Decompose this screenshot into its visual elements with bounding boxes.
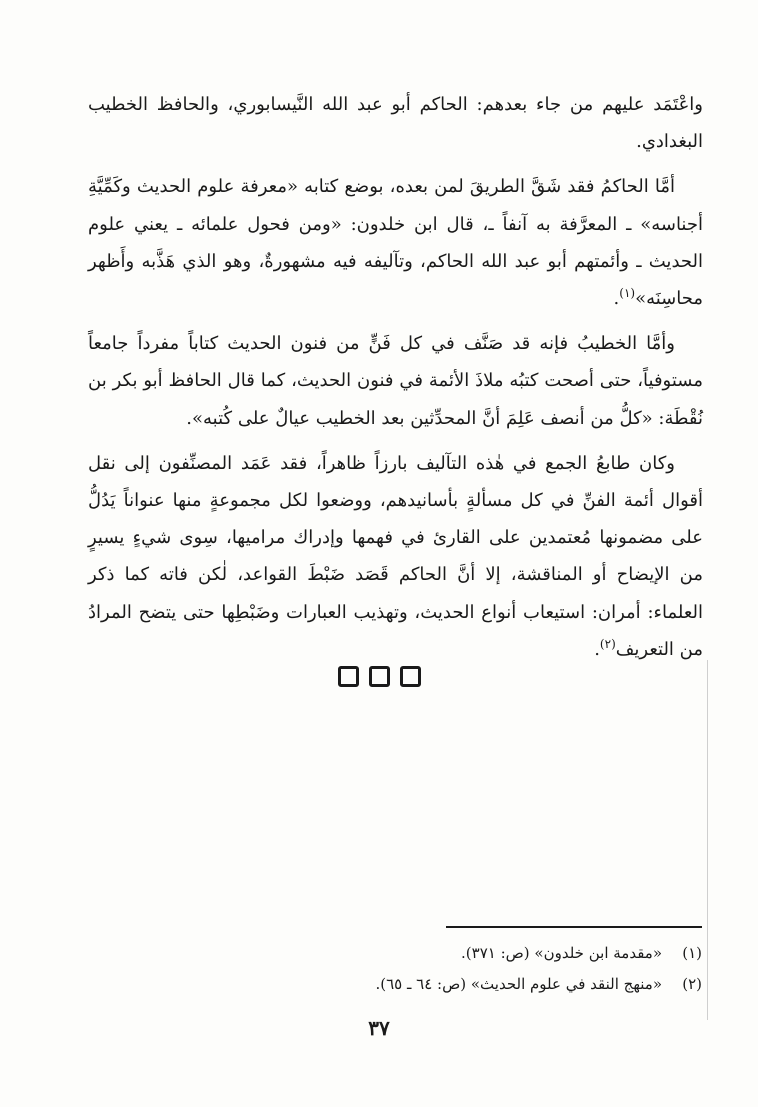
square-ornament-icon: [400, 666, 421, 687]
footnote-text: «مقدمة ابن خلدون» (ص: ٣٧١).: [461, 944, 662, 962]
paragraph-1: [88, 86, 703, 160]
paragraph-3: [88, 325, 703, 437]
scan-edge-line: [707, 660, 708, 1020]
paragraph-2: أمَّا الحاكمُ فقد شَقَّ الطريقَ لمن بعده، بوضع كتابه «معرفة علوم الحديث وكَمِّيَّةِ أجناسه» ـ المعرَّفة به آنفاً ـ، قال ابن خلدون: «ومن فحول علمائه ـ يعني علوم الحديث ـ وأئمتهم أبو عبد الله الحاكم، وتآليفه فيه مشهورةٌ، وهو الذي هَذَّبه وأَظهر محاسِنَه»$^{(١)}$.: [88, 176, 703, 310]
footnote-ref[interactable]: (٢): [599, 636, 616, 651]
paragraph-text: واعْتَمَد عليهم من جاء بعدهم: الحاكم أبو عبد الله النَّيسابوري، والحافظ الخطيب البغدادي.: [88, 94, 703, 153]
footnote-item: [200, 938, 702, 969]
footnote-text: «منهج النقد في علوم الحديث» (ص: ٦٤ ـ ٦٥).: [375, 975, 662, 993]
square-ornament-icon: [338, 666, 359, 687]
footnote-item: [200, 969, 702, 1000]
paragraph-4: وكان طابعُ الجمع في هٰذه التآليف بارزاً ظاهراً، فقد عَمَد المصنِّفون إلى نقل أقوال أئمة الفنِّ في كل مسألةٍ بأسانيدهم، ووضعوا لكل مجموعةٍ منها عنواناً يَدُلُّ على مضمونها مُعتمدين على القارئ في فهمها وإدراك مراميها، سِوى شيءٍ يسيرٍ من الإيضاح أو المناقشة، إلا أنَّ الحاكم قَصَد ضَبْطَ القواعد، لٰكن فاته كما ذكر العلماء: أمران: استيعاب أنواع الحديث، وتهذيب العبارات وضَبْطِها حتى يتضح المرادُ من التعريف$^{(٢)}$.: [88, 452, 703, 660]
footnote-divider: [446, 926, 702, 928]
body-text: [88, 86, 703, 668]
page-number: ٣٧: [368, 1016, 390, 1040]
footnotes: [200, 938, 702, 1000]
paragraph-text: أمَّا الحاكمُ فقد شَقَّ الطريقَ لمن بعده، بوضع كتابه «معرفة علوم الحديث وكَمِّيَّةِ أجناسه» ـ المعرَّفة به آنفاً ـ، قال ابن خلدون: «ومن فحول علمائه ـ يعني علوم الحديث ـ وأئمتهم أبو عبد الله الحاكم، وتآليفه فيه مشهورةٌ، وهو الذي هَذَّبه وأَظهر محاسِنَه»: [88, 176, 703, 310]
footnote-number: (٢): [682, 975, 702, 993]
square-ornament-icon: [369, 666, 390, 687]
paragraph-text: وأمَّا الخطيبُ فإنه قد صَنَّف في كل فَنٍّ من فنون الحديث كتاباً مفرداً جامعاً مستوفياً، حتى أصحت كتبُه ملاذَ الأئمة في فنون الحديث، كما قال الحافظ أبو بكر بن نُقْطَة: «كلُّ من أنصف عَلِمَ أنَّ المحدِّثين بعد الخطيب عيالٌ على كُتبه».: [88, 333, 703, 429]
paragraph-text: وكان طابعُ الجمع في هٰذه التآليف بارزاً ظاهراً، فقد عَمَد المصنِّفون إلى نقل أقوال أئمة الفنِّ في كل مسألةٍ بأسانيدهم، ووضعوا لكل مجموعةٍ منها عنواناً يَدُلُّ على مضمونها مُعتمدين على القارئ في فهمها وإدراك مراميها، سِوى شيءٍ يسيرٍ من الإيضاح أو المناقشة، إلا أنَّ الحاكم قَصَد ضَبْطَ القواعد، لٰكن فاته كما ذكر العلماء: أمران: استيعاب أنواع الحديث، وتهذيب العبارات وضَبْطِها حتى يتضح المرادُ من التعريف: [88, 452, 703, 660]
footnote-ref[interactable]: (١): [619, 286, 636, 301]
section-separator-icon: [0, 666, 758, 687]
footnote-number: (١): [682, 944, 702, 962]
